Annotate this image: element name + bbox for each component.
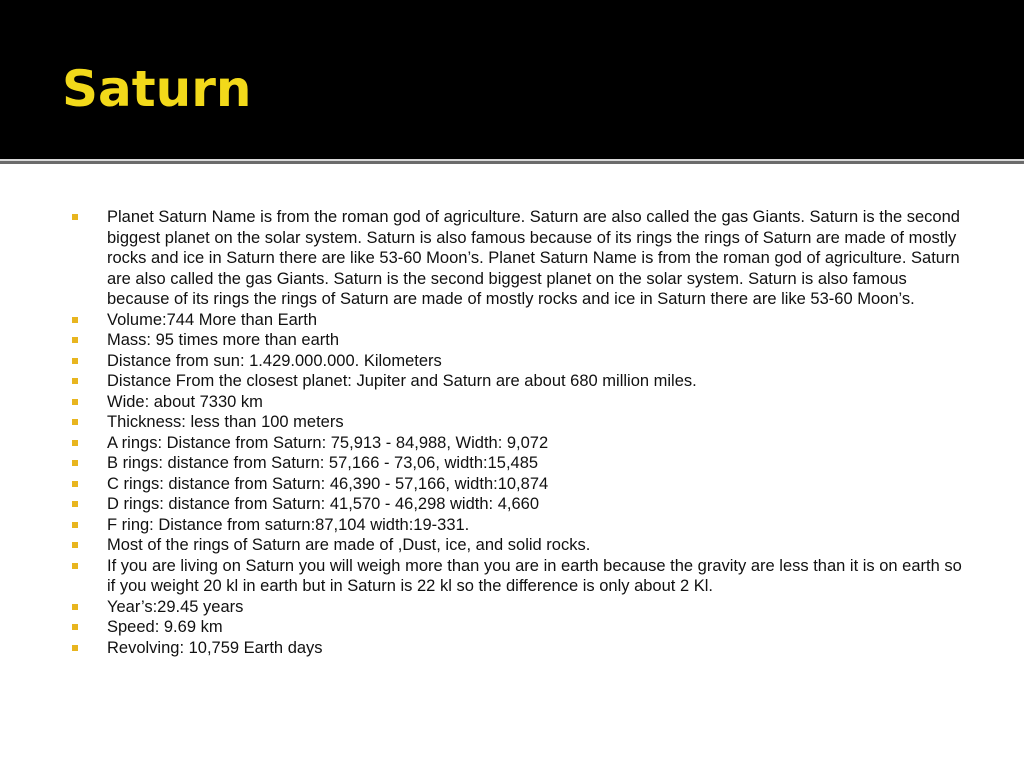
bullet-text: Distance from sun: 1.429.000.000. Kilometers xyxy=(107,351,442,370)
bullet-item xyxy=(72,597,972,618)
bullet-text: If you are living on Saturn you will weigh more than you are in earth because the gravity are less than it is on earth so if you weight 20 kl in earth but in Saturn is 22 kl so the difference is only about 2 Kl. xyxy=(107,556,962,595)
bullet-item xyxy=(72,494,972,515)
square-bullet-icon xyxy=(72,481,78,487)
bullet-item xyxy=(72,310,972,331)
square-bullet-icon xyxy=(72,419,78,425)
square-bullet-icon xyxy=(72,378,78,384)
bullet-item xyxy=(72,515,972,536)
bullet-text: Distance From the closest planet: Jupiter and Saturn are about 680 million miles. xyxy=(107,372,697,390)
bullet-item xyxy=(72,617,972,638)
square-bullet-icon xyxy=(72,563,78,569)
square-bullet-icon xyxy=(72,337,78,343)
slide-title: Saturn xyxy=(62,60,252,118)
square-bullet-icon xyxy=(72,460,78,466)
square-bullet-icon xyxy=(72,317,78,323)
square-bullet-icon xyxy=(72,522,78,528)
bullet-text: Year’s:29.45 years xyxy=(107,597,244,616)
bullet-text: Wide: about 7330 km xyxy=(107,392,263,411)
bullet-item xyxy=(72,330,972,351)
bullet-item xyxy=(72,392,972,413)
bullet-text: B rings: distance from Saturn: 57,166 - 73,06, width:15,485 xyxy=(107,454,539,472)
bullet-text: Planet Saturn Name is from the roman god of agriculture. Saturn are also called the gas Giants. Saturn is the second biggest planet on the solar system. Saturn is also famous because of its rings the rings of Saturn are made of mostly rocks and ice in Saturn there are like 53-60 Moon’s. Planet Saturn Name is from the roman god of agriculture. Saturn are also called the gas Giants. Saturn is the second biggest planet on the solar system. Saturn is also famous because of its rings the rings of Saturn are made of mostly rocks and ice in Saturn there are like 53-60 Moon’s. xyxy=(107,208,960,308)
square-bullet-icon xyxy=(72,358,78,364)
bullet-item xyxy=(72,371,972,392)
bullet-item xyxy=(72,412,972,433)
title-divider-dark xyxy=(0,161,1024,164)
bullet-item xyxy=(72,535,972,556)
bullet-item xyxy=(72,351,972,372)
square-bullet-icon xyxy=(72,624,78,630)
bullet-list xyxy=(72,207,972,658)
bullet-text: Mass: 95 times more than earth xyxy=(107,331,340,349)
bullet-item xyxy=(72,638,972,659)
bullet-item xyxy=(72,453,972,474)
bullet-item xyxy=(72,474,972,495)
square-bullet-icon xyxy=(72,399,78,405)
bullet-text: C rings: distance from Saturn: 46,390 - 57,166, width:10,874 xyxy=(107,474,549,493)
bullet-text: Revolving: 10,759 Earth days xyxy=(107,638,323,657)
bullet-text: Volume:744 More than Earth xyxy=(107,310,318,329)
bullet-text: Speed: 9.69 km xyxy=(107,618,223,636)
square-bullet-icon xyxy=(72,604,78,610)
square-bullet-icon xyxy=(72,501,78,507)
square-bullet-icon xyxy=(72,214,78,220)
bullet-text: Most of the rings of Saturn are made of ,Dust, ice, and solid rocks. xyxy=(107,536,591,554)
square-bullet-icon xyxy=(72,542,78,548)
bullet-text: Thickness: less than 100 meters xyxy=(107,413,344,431)
bullet-item xyxy=(72,207,972,310)
square-bullet-icon xyxy=(72,645,78,651)
bullet-text: A rings: Distance from Saturn: 75,913 - 84,988, Width: 9,072 xyxy=(107,433,549,452)
bullet-item xyxy=(72,433,972,454)
bullet-text: D rings: distance from Saturn: 41,570 - 46,298 width: 4,660 xyxy=(107,495,539,513)
bullet-text: F ring: Distance from saturn:87,104 width:19-331. xyxy=(107,515,470,534)
title-bar xyxy=(0,0,1024,159)
bullet-item xyxy=(72,556,972,597)
square-bullet-icon xyxy=(72,440,78,446)
